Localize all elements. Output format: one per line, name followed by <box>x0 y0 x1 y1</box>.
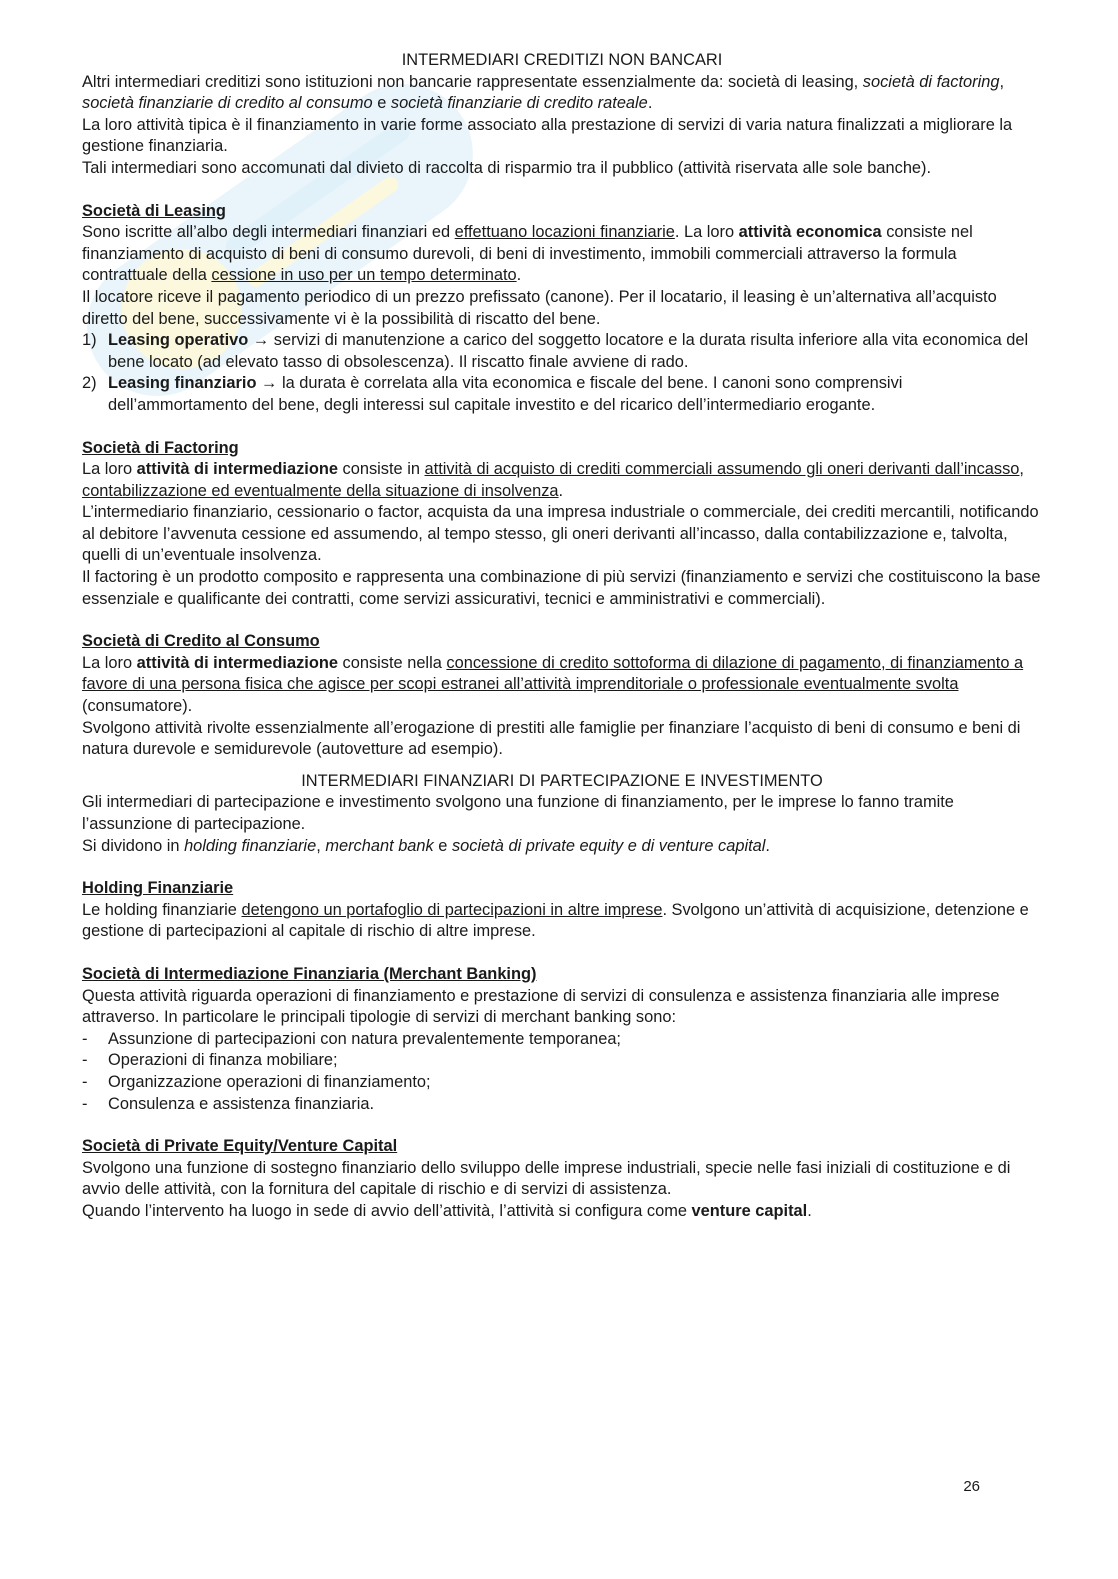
leasing-list <box>82 330 1042 416</box>
list-item: 1) Leasing operativo → servizi di manutenzione a carico del soggetto locatore e la durata risulta inferiore alla vita economica del bene locato (ad elevato tasso di obsolescenza). Il riscatto finale avviene di rado. <box>82 331 1029 371</box>
paragraph: L’intermediario finanziario, cessionario o factor, acquista da una impresa industriale o commerciale, dei crediti mercantili, notificando al debitore l’avvenuta cessione ed assumendo, al tempo stesso, gli oneri derivanti all’incasso, dalla contabilizzazione e, talvolta, quelli di un’eventuale insolvenza. <box>82 503 1039 565</box>
list-item: 2) Leasing finanziario → la durata è correlata alla vita economica e fiscale del bene. I canoni sono comprensivi dell’ammortamento del bene, degli interessi sul capitale investito e del ricarico dell’intermediario erogante. <box>82 374 903 414</box>
merchant-list <box>82 1029 1042 1115</box>
paragraph: La loro attività tipica è il finanziamento in varie forme associato alla prestazione di servizi di varia natura finalizzati a migliorare la gestione finanziaria. <box>82 115 1013 156</box>
section-title: INTERMEDIARI CREDITIZI NON BANCARI <box>401 51 723 69</box>
heading-credito-consumo: Società di Credito al Consumo <box>82 632 320 651</box>
heading-merchant-banking: Società di Intermediazione Finanziaria (Merchant Banking) <box>82 964 537 983</box>
paragraph: Le holding finanziarie detengono un portafoglio di partecipazioni in altre imprese. Svolgono un’attività di acquisizione, detenzione e gestione di partecipazioni al capitale di rischio di altre imprese. <box>82 900 1029 941</box>
paragraph: Svolgono una funzione di sostegno finanziario dello sviluppo delle imprese industriali, specie nelle fasi iniziali di costituzione e di avvio delle attività, con la fornitura del capitale di rischio e di servizi di assistenza. <box>82 1158 1011 1199</box>
document-page <box>82 50 1042 1223</box>
heading-holding: Holding Finanziarie <box>82 879 234 898</box>
heading-leasing: Società di Leasing <box>82 201 226 220</box>
list-item: - Consulenza e assistenza finanziaria. <box>82 1094 375 1113</box>
paragraph: Il factoring è un prodotto composito e rappresenta una combinazione di più servizi (finanziamento e servizi che costituiscono la base essenziale e qualificante dei contratti, come servizi assicurativi, tecnici e amministrativi e commerciali). <box>82 568 1041 608</box>
paragraph: Tali intermediari sono accomunati dal divieto di raccolta di risparmio tra il pubblico (attività riservata alle sole banche). <box>82 158 932 177</box>
section-title: INTERMEDIARI FINANZIARI DI PARTECIPAZIONE E INVESTIMENTO <box>301 771 823 790</box>
list-item: - Organizzazione operazioni di finanziamento; <box>82 1072 431 1091</box>
list-item: - Assunzione di partecipazioni con natura prevalentemente temporanea; <box>82 1029 621 1048</box>
paragraph: Svolgono attività rivolte essenzialmente all’erogazione di prestiti alle famiglie per finanziare l’acquisto di beni di consumo e beni di natura durevole e semidurevole (autovetture ad esempio). <box>82 718 1021 759</box>
paragraph: Il locatore riceve il pagamento periodico di un prezzo prefissato (canone). Per il locatario, il leasing è un’alternativa all’acquisto diretto del bene, successivamente vi è la possibilità di riscatto del bene. <box>82 287 997 328</box>
paragraph: La loro attività di intermediazione consiste in attività di acquisto di crediti commerciali assumendo gli oneri derivanti dall’incasso, contabilizzazione ed eventualmente della situazione di insolvenza. <box>82 460 1024 500</box>
paragraph: Altri intermediari creditizi sono istituzioni non bancarie rappresentate essenzialmente da: società di leasing, società di factoring, società finanziarie di credito al consumo e società finanziarie di credito rateale. <box>82 72 1005 113</box>
paragraph: Quando l’intervento ha luogo in sede di avvio dell’attività, l’attività si configura come venture capital. <box>82 1201 812 1220</box>
paragraph: Si dividono in holding finanziarie, merchant bank e società di private equity e di venture capital. <box>82 836 770 855</box>
page-number: 26 <box>963 1478 980 1495</box>
list-item: - Operazioni di finanza mobiliare; <box>82 1051 338 1070</box>
paragraph: Questa attività riguarda operazioni di finanziamento e prestazione di servizi di consulenza e assistenza finanziaria alle imprese attraverso. In particolare le principali tipologie di servizi di merchant banking sono: <box>82 986 1000 1027</box>
heading-factoring: Società di Factoring <box>82 438 239 457</box>
paragraph: Gli intermediari di partecipazione e investimento svolgono una funzione di finanziamento, per le imprese lo fanno tramite l’assunzione di partecipazione. <box>82 793 954 833</box>
paragraph: Sono iscritte all’albo degli intermediari finanziari ed effettuano locazioni finanziarie. La loro attività economica consiste nel finanziamento di acquisto di beni di consumo durevoli, di beni di investimento, immobili commerciali attraverso la formula contrattuale della cessione in uso per un tempo determinato. <box>82 223 973 285</box>
heading-private-equity: Società di Private Equity/Venture Capital <box>82 1137 398 1156</box>
paragraph: La loro attività di intermediazione consiste nella concessione di credito sottoforma di dilazione di pagamento, di finanziamento a favore di una persona fisica che agisce per scopi estranei all’attività imprenditoriale o professionale eventualmente svolta (consumatore). <box>82 653 1024 716</box>
